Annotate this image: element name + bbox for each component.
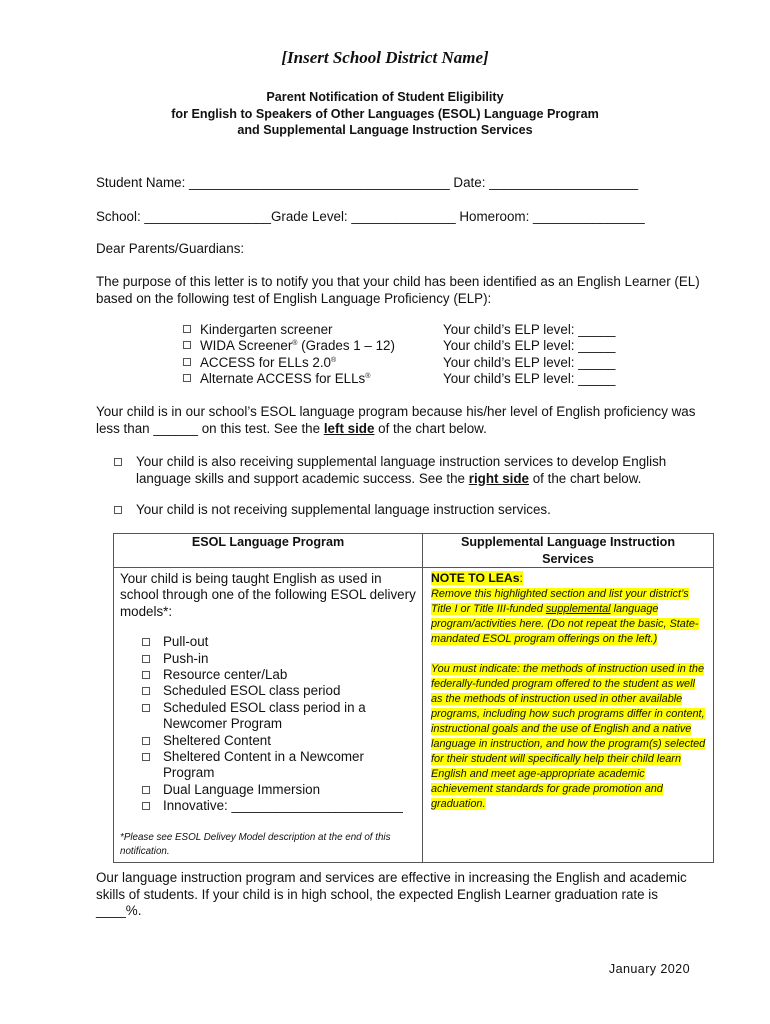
delivery-model-item[interactable]: Pull-out	[142, 634, 416, 650]
closing-paragraph: Our language instruction program and services are effective in increasing the English and academic skills of students. If your child is in high school, the expected English Learner graduation rate is ____%.	[96, 870, 687, 918]
checkbox-icon[interactable]	[114, 506, 122, 514]
checkbox-icon[interactable]	[142, 655, 150, 663]
delivery-model-item[interactable]: Resource center/Lab	[142, 667, 416, 683]
checkbox-icon[interactable]	[183, 374, 191, 382]
checkbox-icon[interactable]	[142, 753, 150, 761]
delivery-model-list	[142, 634, 416, 814]
delivery-model-item[interactable]: Sheltered Content	[142, 733, 416, 749]
checkbox-icon[interactable]	[142, 802, 150, 810]
checkbox-icon[interactable]	[142, 737, 150, 745]
delivery-model-item[interactable]: Dual Language Immersion	[142, 782, 416, 798]
lea-note: NOTE TO LEAs: Remove this highlighted section and list your district’s Title I or Title III-funded supplemental language program/activities here. (Do not repeat the basic, State-mandated ESOL program offerings on the left.)	[431, 571, 699, 645]
letter-heading	[0, 89, 770, 139]
checkbox-icon[interactable]	[142, 786, 150, 794]
checkbox-icon[interactable]	[142, 671, 150, 679]
note-label: NOTE TO LEAs	[431, 571, 520, 585]
purpose-paragraph: The purpose of this letter is to notify you that your child has been identified as an English Learner (EL) based on the following test of English Language Proficiency (ELP):	[96, 274, 700, 306]
heading-line-1: Parent Notification of Student Eligibility	[266, 90, 504, 104]
checkbox-icon[interactable]	[142, 687, 150, 695]
elp-test-list	[183, 322, 395, 388]
delivery-model-item[interactable]: Innovative: _______________________	[142, 798, 416, 814]
delivery-model-item[interactable]: Push-in	[142, 651, 416, 667]
checkbox-icon[interactable]	[142, 638, 150, 646]
supplemental-services-cell	[423, 568, 714, 863]
elp-test-kindergarten[interactable]: Kindergarten screener	[183, 322, 395, 338]
district-name: [Insert School District Name]	[281, 48, 489, 67]
program-paragraph: Your child is in our school’s ESOL language program because his/her level of English proficiency was less than ______ on this test. See the left side of the chart below.	[96, 404, 696, 436]
checkbox-icon[interactable]	[183, 325, 191, 333]
elp-level-field[interactable]: Your child’s ELP level: _____	[443, 371, 616, 387]
elp-level-field[interactable]: Your child’s ELP level: _____	[443, 354, 616, 370]
chart-left-header: ESOL Language Program	[114, 534, 423, 568]
footer-date: January 2020	[608, 962, 690, 976]
esol-program-cell	[114, 568, 423, 863]
option-receiving-supplemental[interactable]: Your child is also receiving supplemental language instruction services to develop English language skills and support academic success. See the right side of the chart below.	[114, 454, 714, 487]
elp-test-alternate-access[interactable]: Alternate ACCESS for ELLs®	[183, 371, 395, 387]
option-not-receiving-supplemental[interactable]: Your child is not receiving supplemental language instruction services.	[114, 502, 714, 519]
checkbox-icon[interactable]	[183, 358, 191, 366]
elp-level-field[interactable]: Your child’s ELP level: _____	[443, 322, 616, 337]
elp-level-field[interactable]: Your child’s ELP level: _____	[443, 338, 616, 354]
checkbox-icon[interactable]	[183, 341, 191, 349]
school-grade-homeroom-field[interactable]: School: _________________Grade Level: ______________ Homeroom: _______________	[96, 209, 645, 224]
elp-level-list	[443, 322, 615, 388]
delivery-model-item[interactable]: Scheduled ESOL class period	[142, 683, 416, 699]
heading-line-2: for English to Speakers of Other Languages (ESOL) Language Program	[171, 106, 599, 121]
elp-test-wida[interactable]: WIDA Screener® (Grades 1 – 12)	[183, 338, 395, 354]
student-name-date-field[interactable]: Student Name: ___________________________________ Date: ____________________	[96, 175, 639, 190]
delivery-model-footnote: *Please see ESOL Delivey Model description at the end of this notification.	[120, 831, 391, 857]
delivery-model-item[interactable]: Sheltered Content in a Newcomer Program	[142, 749, 416, 782]
must-indicate-note: You must indicate: the methods of instruction used in the federally-funded program offered to the student as well as the methods of instruction used in other available programs, including how such programs differ in content, instructional goals and the use of English and a native language in instruction, and how the program(s) selected for their student will specifically help their child learn English and meet age-appropriate academic achievement standards for grade promotion and graduation.	[431, 663, 706, 810]
delivery-model-item[interactable]: Scheduled ESOL class period in a Newcomer Program	[142, 700, 416, 733]
program-chart	[113, 533, 714, 863]
checkbox-icon[interactable]	[142, 704, 150, 712]
heading-line-3: and Supplemental Language Instruction Services	[237, 123, 533, 137]
chart-right-header: Supplemental Language Instruction Services	[423, 534, 714, 568]
salutation: Dear Parents/Guardians:	[96, 241, 245, 256]
checkbox-icon[interactable]	[114, 458, 122, 466]
esol-intro: Your child is being taught English as used in school through one of the following ESOL delivery models*:	[120, 571, 416, 619]
elp-test-access[interactable]: ACCESS for ELLs 2.0®	[183, 355, 395, 371]
